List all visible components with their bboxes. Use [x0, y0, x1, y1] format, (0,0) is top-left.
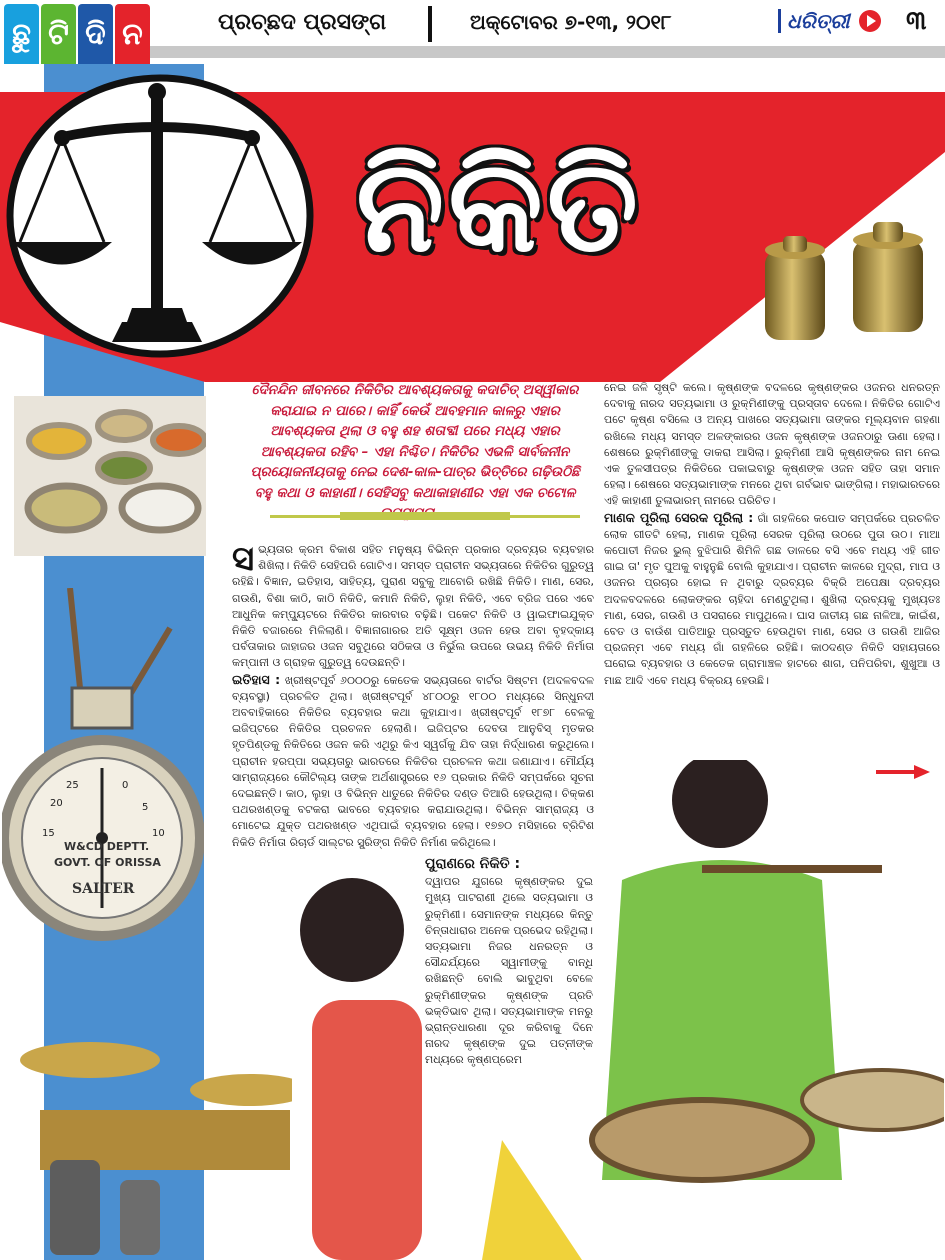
- masthead-letter-4: ନ: [115, 4, 150, 64]
- masthead-logo: [4, 4, 150, 64]
- history-heading: ଇତିହାସ :: [232, 671, 281, 687]
- dial-tick-5: 5: [142, 802, 149, 813]
- intro-text: ଦୈନନ୍ଦିନ ଜୀବନରେ ନିକିତିର ଆବଶ୍ୟକତାକୁ କଦାଚିତ୍ ଅସ୍ୱୀକାର କରାଯାଇ ନ ପାରେ। କାହିଁ କେଉଁ ଆବହମାନ କାଳରୁ ଏହାର ଆବଶ୍ୟକତା ଥିଲା ଓ ବହୁ ଶହ ଶତାବ୍ଦୀ ପରେ ମଧ୍ୟ ଏହାର ଆବଶ୍ୟକତା ରହିବ – ଏହା ନିଶ୍ଚିତ। ନିକିତିର ଏଭଳି ସାର୍ବଜନୀନ ପ୍ରୟୋଜନୀୟତାକୁ ନେଇ ଦେଶ-କାଳ-ପାତ୍ର ଭିତ୍ତିରେ ଗଢ଼ିଉଠିଛି ବହୁ କଥା ଓ କାହାଣୀ। ସେହିସବୁ କଥାକାହାଣୀର ଏହା ଏକ ଚଟୋଳ: [250, 382, 580, 501]
- manaka-text: ଗାଁ ଗହଳିରେ କପୋତ ସମ୍ପର୍କରେ ପ୍ରଚଳିତ ଲୋକ ଗୀତଟି ହେଲା, ମାଣକ ପୂରିଲା ସେରକ ପୂରିଲା ଉଠରେ ପୁତା ଉଠ। ମାଆ କପୋତୀ ନିଜର ଭୁଲ୍ ବୁଝିପାରି ଶିମିଳି ଗଛ ଡାଳରେ ବସି ଏବେ ମଧ୍ୟ ଏହି ଗୀତ ଗାଇ ତା' ମୃତ ପୁଅକୁ ବାହୁନୁଛି ବୋଲି କୁହାଯାଏ। ପ୍ରାଚୀନ କାଳରେ ମୁଦ୍ରା, ମାପ ଓ ଓଜନର ପ୍ରଚାର ହୋଇ ନ ଥିବାରୁ ଦ୍ରବ୍ୟର ବିକ୍ରି ଅପେକ୍ଷା ଦ୍ରବ୍ୟର ଅଦଳବଦଳରେ ଲୋକଙ୍କର ଚାହିଦା ମେଣ୍ଟୁଥିଲା। ଶୁଖିଲା ଦ୍ରବ୍ୟକୁ ମୁଖ୍ୟତଃ ମାଣ, ସେର, ଗଉଣି ଓ ପସରାରେ ମାପୁଥିଲେ। ଘାସ ଜାତୀୟ ଗଛ ନାଳିଆ, କାଇଁଶ, ବେତ ଓ ବାଉଁଶ ପାତିଆରୁ ପ୍ରସ୍ତୁତ ହେଉଥିବା ମାଣ, ସେର ଓ ଗଉଣି ଆଜିର ପ୍ରଜନ୍ମ ଏବେ ମଧ୍ୟ ଗାଁ ଗହଳିରେ ରହିଛି। କାଠଦଣ୍ଡ ନିକିତି ସହାୟତାରେ ଘରୋଇ ବ୍ୟବହାର ଓ କେତେକ ଗ୍ରାମାଞ୍ଚଳ ହାଟରେ ଶାଗ, ପନିପରିବା, ଶୁଖୁଆ ଓ ମାଛ ଆଦି ଏବେ ମଧ୍ୟ ବିକ୍ରୟ ହେଉଛି।: [604, 511, 940, 687]
- dial-tick-0: 0: [122, 780, 129, 791]
- dial-label-line2: GOVT. OF ORISSA: [54, 856, 161, 869]
- dial-tick-15: 15: [42, 828, 55, 839]
- continue-arrow-icon: [876, 765, 930, 779]
- main-title: ନିକିତି: [356, 132, 643, 281]
- purana-text: ଦ୍ୱାପର ଯୁଗରେ କୃଷ୍ଣଙ୍କର ଦୁଇ ମୁଖ୍ୟ ପାଟରାଣୀ ଥିଲେ ସତ୍ୟଭାମା ଓ ରୁକ୍ମିଣୀ। ସେମାନଙ୍କ ମଧ୍ୟରେ କିନ୍ତୁ ଚିନ୍ତାଧାରାର ଅନେକ ପ୍ରଭେଦ ରହିଥିଲା। ସତ୍ୟଭାମା ନିଜର ଧନରତ୍ନ ଓ ସୌନ୍ଦର୍ଯ୍ୟରେ ସ୍ୱାମୀଙ୍କୁ ବାନ୍ଧି ରଖିଛନ୍ତି ବୋଲି ଭାବୁଥିବା ବେଳେ ରୁକ୍ମିଣୀଙ୍କର କୃଷ୍ଣଙ୍କ ପ୍ରତି ଭକ୍ତିଭାବ ଥିଲା। ସତ୍ୟଭାମାଙ୍କ ମନରୁ ଭ୍ରାନ୍ତଧାରଣା ଦୂର କରିବାକୁ ଦିନେ ନାରଦ କୃଷ୍ଣଙ୍କ ଦୁଇ ପତ୍ନୀଙ୍କ ମଧ୍ୟରେ କୃଷ୍ଣପ୍ରେମ: [425, 875, 593, 1067]
- brand-box: [778, 4, 881, 38]
- dropcap: ସ: [232, 539, 255, 579]
- header-grey-bar: [150, 46, 945, 58]
- intro-paragraph-text: ଭ୍ୟତାର କ୍ରମ ବିକାଶ ସହିତ ମନୁଷ୍ୟ ବିଭିନ୍ନ ପ୍ରକାର ଦ୍ରବ୍ୟର ବ୍ୟବହାର ଶିଖିଲା। ନିକିତି ସେହିପରି ଗୋଟିଏ। ସମସ୍ତ ପ୍ରାଚୀନ ସଭ୍ୟତାରେ ନିକିତିର ଗୁରୁତ୍ୱ ରହିଛି। ବିଜ୍ଞାନ, ଇତିହାସ, ସାହିତ୍ୟ, ପୁରାଣ ସବୁକୁ ଆବୋରି ରଖିଛି ନିକିତି। ମାଣ, ସେର, ଗଉଣି, ବିଶା କାଠି, କାଠି ନିକିତି, କମାନି ନିକିତି, ଲୁହା ନିକିତି, ଏବେ ବ୍ରିଜ ପରେ ଏବେ ଆଧୁନିକ କମ୍ପ୍ୟୁଟରେ ନିକିତିର କାରବାର ବଢ଼ିଛି। ପକେଟ ନିକିତି ଓ ୱାଇଫାଇଯୁକ୍ତ ନିକିତି ବଜାରରେ ମିଳିଲାଣି। ବିଜ୍ଞାନାଗାରର ଅତି ସୂକ୍ଷ୍ମ ଓଜନ ହେଉ ଅବା ବୃହଦ୍‌କାୟ ପର୍ବତାକାର ଜାହାଜର ଓଜନ ସବୁଥିରେ ସଠିକତା ଓ ନିର୍ଭୁଲ ଉପରେ ଉଭୟ ନିକିତି ନିର୍ମାତା କମ୍ପାନୀ ଓ ଗ୍ରାହକ ଗୁରୁତ୍ୱ ଦେଉଛନ୍ତି।: [232, 543, 594, 670]
- dial-tick-25: 25: [66, 780, 79, 791]
- dial-label-line1: W&CD DEPTT.: [64, 840, 150, 853]
- grain-baskets-photo: [14, 396, 206, 556]
- masthead-letter-3: ଦି: [78, 4, 113, 64]
- history-text: ଖ୍ରୀଷ୍ଟପୂର୍ବ ୬୦୦୦ରୁ କେତେକ ସଭ୍ୟତାରେ ବାର୍ଟର ସିଷ୍ଟମ (ଅଦଳବଦଳ ବ୍ୟବସ୍ଥା) ପ୍ରଚଳିତ ଥିଲା। ଖ୍ରୀଷ୍ଟପୂର୍ବ ୪୮୦୦ରୁ ୧୮୦୦ ମଧ୍ୟରେ ସିନ୍ଧୁନଦୀ ଅବବାହିକାରେ ନିକିତିର ବ୍ୟବହାର କଥା କୁହାଯାଏ। ଖ୍ରୀଷ୍ଟପୂର୍ବ ୧୮୭୮ ବେଳକୁ ଇଜିପ୍ଟରେ ନିକିତିର ପ୍ରଚଳନ ହେଲାଣି। ଇଜିପ୍ଟର ଦେବତା ଆନୁବିସ୍ ମୃତକର ହୃତପିଣ୍ଡକୁ ନିକିତିରେ ଓଜନ କରି ଏଥିରୁ କିଏ ସ୍ୱର୍ଗକୁ ଯିବ ତାହା ନିର୍ଦ୍ଧାରଣ କରୁଥିଲେ। ପ୍ରାଚୀନ ହରପ୍ପା ସଭ୍ୟତାରୁ ଭାରତରେ ନିକିତିର ପ୍ରଚଳନ କଥା ଜଣାଯାଏ। ମୌର୍ଯ୍ୟ ସାମ୍ରାଜ୍ୟରେ କୌଟିଲ୍ୟ ତାଙ୍କ ଅର୍ଥଶାସ୍ତ୍ରରେ ୧୬ ପ୍ରକାର ନିକିତି ସମ୍ପର୍କରେ ସୂଚନା ଦେଇଛନ୍ତି। କାଠ, ଲୁହା ଓ ବିଭିନ୍ନ ଧାତୁରେ ନିକିତିର ଦଣ୍ଡ ତିଆରି ହେଉଥିଲା। ଚିକ୍କଣ ପଥରଖଣ୍ଡକୁ ବଟକରା ଭାବରେ ବ୍ୟବହାର କରାଯାଉଥିଲା। ବିଭିନ୍ନ ସାମ୍ରାଜ୍ୟ ଓ ମୋଟେଇ ଯୁକ୍ତ ପଥରଖଣ୍ଡ ଏଥିପାଇଁ ବ୍ୟବହାର ହେଲା। ୧୭୭୦ ମସିହାରେ ବ୍ରିଟିଶ ନିକିତି ନିର୍ମାତା ରିଚାର୍ଡ ସାଲ୍‌ଟର ସ୍ପ୍ରିଙ୍ଗ ନିକିତି ନିର୍ମାଣ କରିଥିଲେ।: [232, 673, 594, 849]
- purana-heading: ପୁରାଣରେ ନିକିତି :: [425, 856, 521, 872]
- spring-scale-photo: [2, 588, 204, 970]
- article-column-purana: [425, 856, 593, 1069]
- manaka-paragraph: [604, 510, 940, 689]
- masthead-letter-1: ଛୁ: [4, 4, 39, 64]
- article-paragraph: [232, 539, 594, 672]
- brand-logo: ଧରିତ୍ରୀ: [778, 9, 849, 33]
- brass-balance-photo: [10, 1020, 292, 1260]
- article-column-2: [604, 380, 940, 689]
- article-column-1: [232, 539, 594, 851]
- dial-brand: SALTER: [72, 881, 135, 897]
- history-paragraph: [232, 672, 594, 851]
- balance-scale-icon: [2, 72, 318, 362]
- intro-rule-bold: [340, 512, 510, 520]
- manaka-heading: ମାଣକ ପୂରିଲା ସେରକ ପୂରିଲା :: [604, 509, 754, 525]
- dial-tick-10: 10: [152, 828, 165, 839]
- section-label: ପ୍ରଚ୍ଛଦ ପ୍ରସଙ୍ଗ: [218, 10, 387, 35]
- issue-date: ଅକ୍ଟୋବର ୭-୧୩, ୨୦୧୮: [470, 10, 672, 34]
- dial-tick-20: 20: [50, 798, 63, 809]
- page-number: ୩: [906, 6, 927, 36]
- brass-weights-photo: [745, 210, 935, 350]
- masthead-letter-2: ଟି: [41, 4, 76, 64]
- play-icon: [859, 10, 881, 32]
- col2-paragraph-text: ନେଇ ଜଳି ସୃଷ୍ଟି କଲେ। କୃଷ୍ଣଙ୍କ ବଦଳରେ କୃଷ୍ଣଙ୍କର ଓଜନର ଧନରତ୍ନ ଦେବାକୁ ନାରଦ ସତ୍ୟଭାମା ଓ ରୁକ୍ମିଣୀଙ୍କୁ ପ୍ରସ୍ତାବ ଦେଲେ। ନିକିତିର ଗୋଟିଏ ପଟେ କୃଷ୍ଣ ବସିଲେ ଓ ଅନ୍ୟ ପାଖରେ ସତ୍ୟଭାମା ତାଙ୍କର ମୂଲ୍ୟବାନ ଗହଣା ରଖିଲେ ମଧ୍ୟ ସମସ୍ତ ଅଳଙ୍କାରର ଓଜନ କୃଷ୍ଣଙ୍କ ଓଜନଠାରୁ ଊଣା ହେଲା। ଶେଷରେ ରୁକ୍ମିଣୀଙ୍କୁ ଡାକରା ଆସିଲା। ରୁକ୍ମିଣୀ ଆସି କୃଷ୍ଣଙ୍କର ନାମ ନେଇ ଏକ ତୁଳସୀପତ୍ର ନିକିତିରେ ପକାଇବାରୁ କୃଷ୍ଣଙ୍କ ଓଜନ ସହିତ ତାହା ସମାନ ହେଲା। ଶେଷରେ ସତ୍ୟଭାମାଙ୍କ ମନରେ ଥିବା ଗର୍ବଭାବ ଭାଙ୍ଗିଲା। ମହାଭାରତରେ ଏହି କାହାଣୀ ତୁଳାଭାରମ୍ ନାମରେ ପରିଚିତ।: [604, 381, 940, 508]
- header-divider: [428, 6, 432, 42]
